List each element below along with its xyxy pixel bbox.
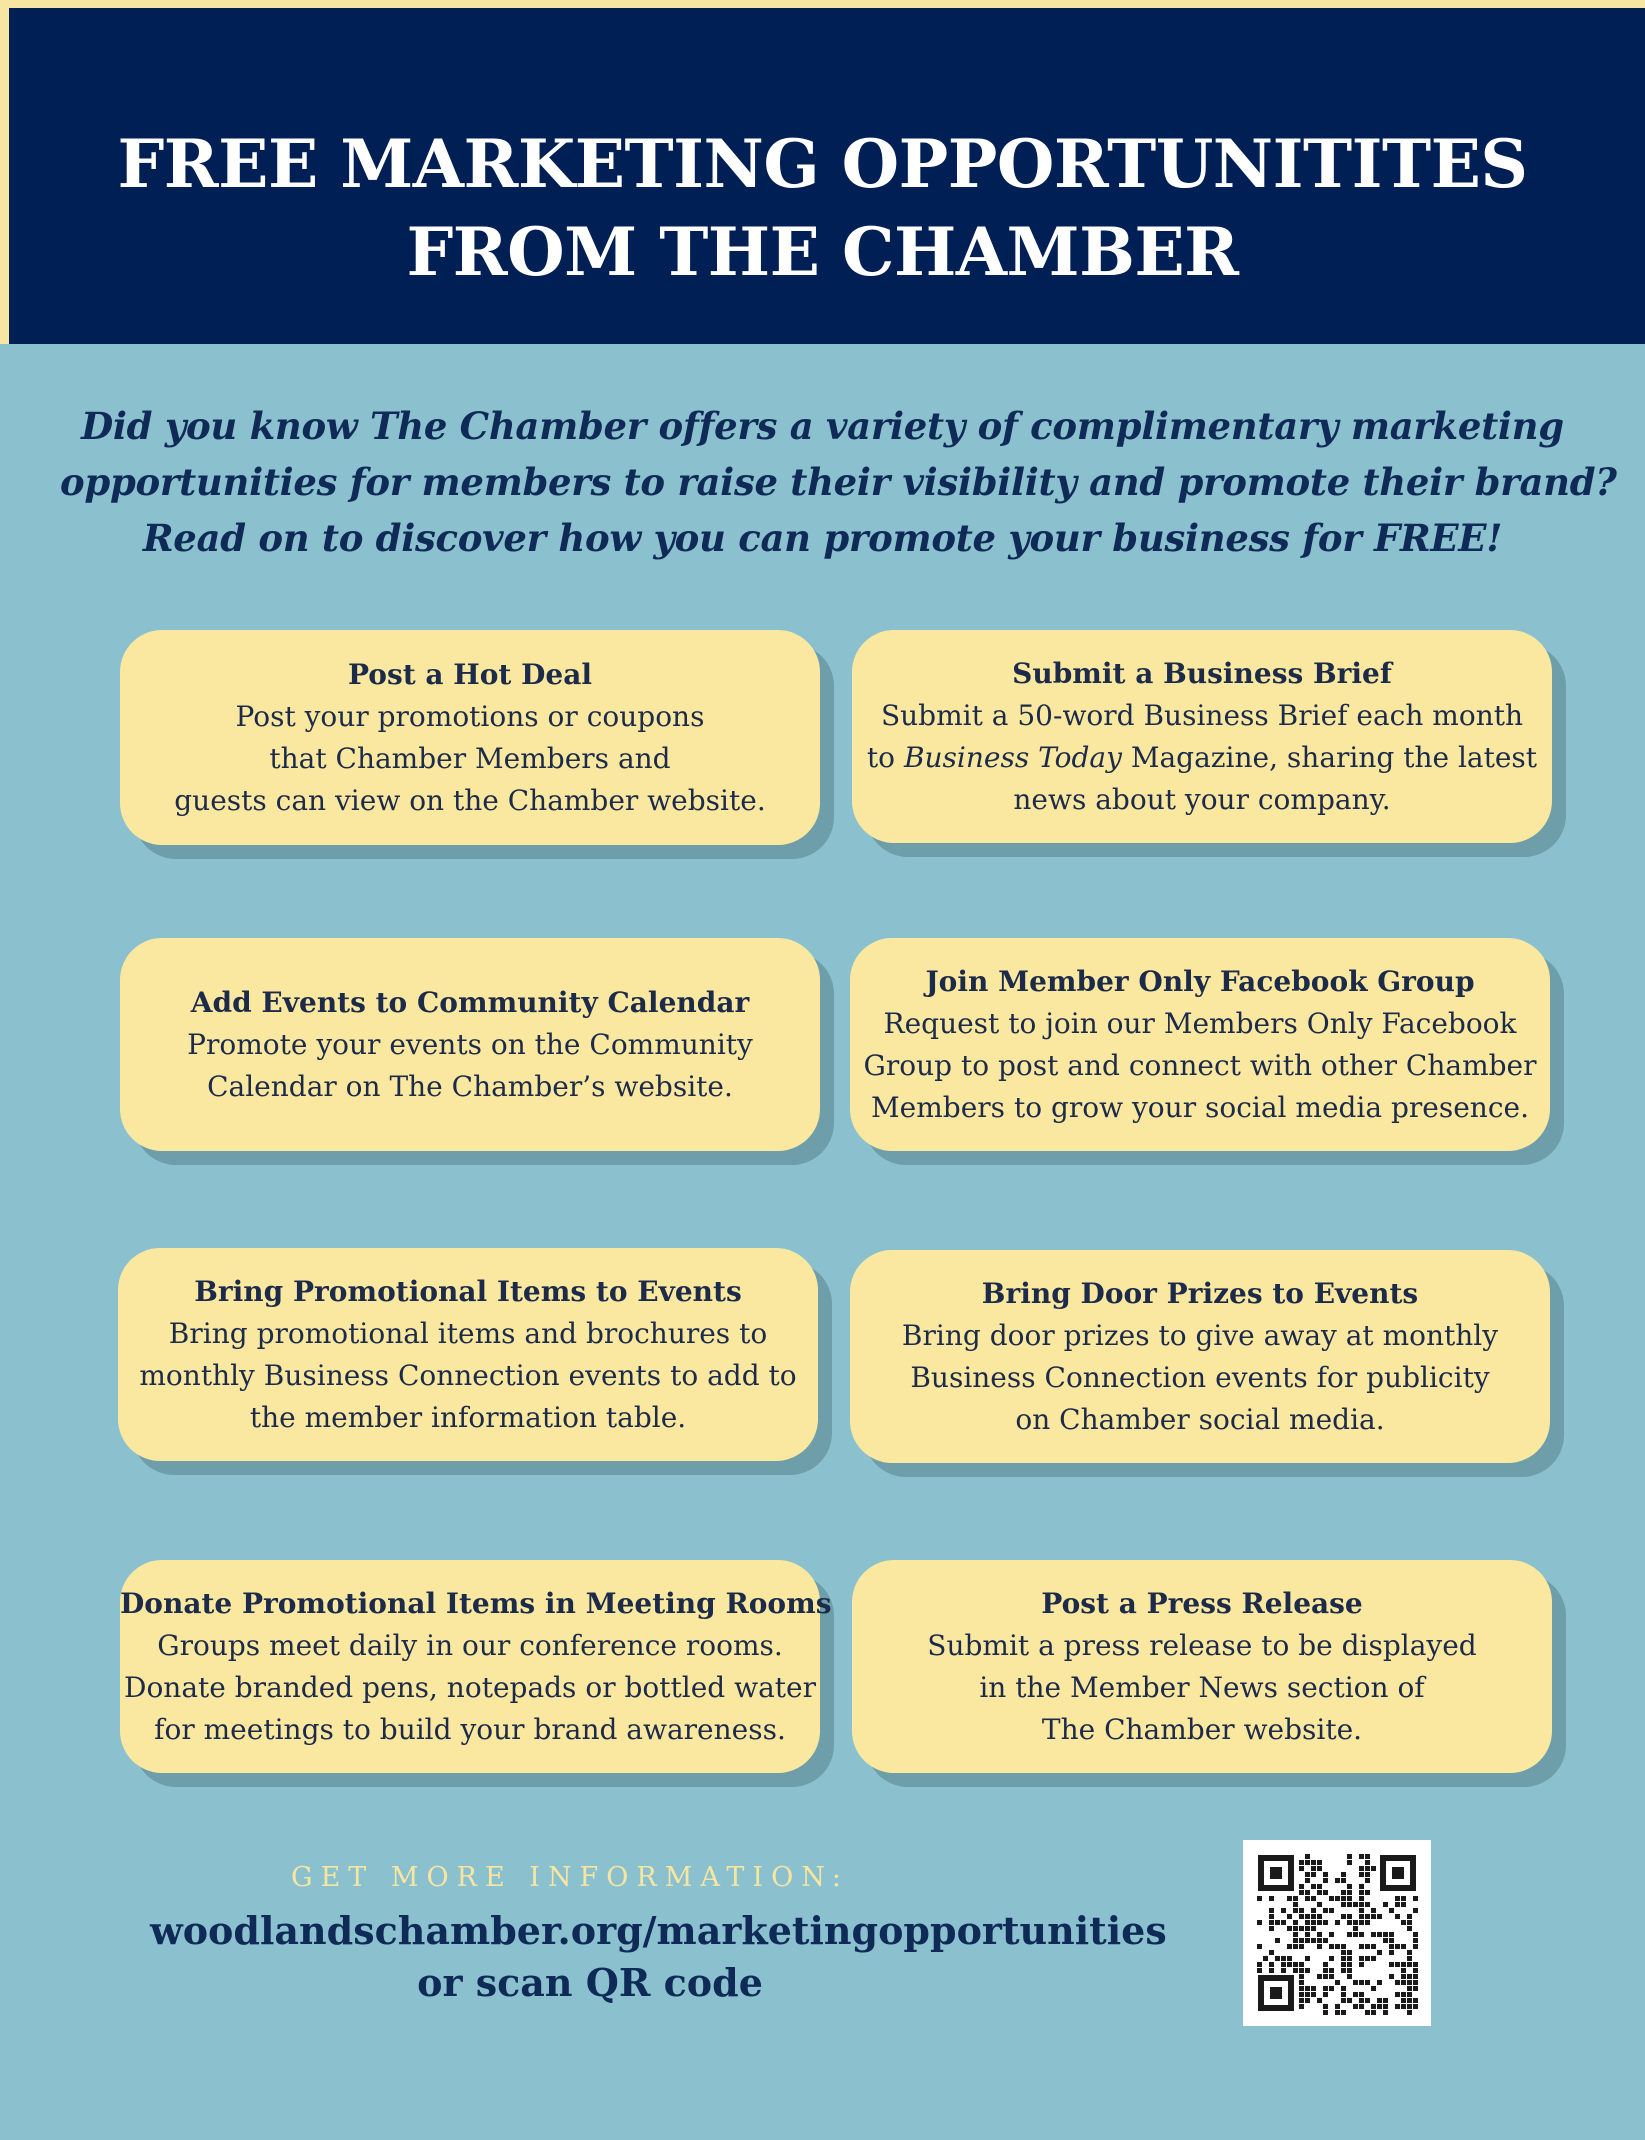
card-text-span: Magazine, sharing the latest: [1121, 740, 1538, 774]
more-info-label: GET MORE INFORMATION:: [291, 1862, 849, 1893]
card-text: [120, 1625, 820, 1751]
card-submit-business-brief: [852, 630, 1552, 843]
card-text: [118, 1313, 818, 1439]
card-press-release: [852, 1560, 1552, 1773]
card-text-line: in the Member News section of: [979, 1670, 1425, 1704]
intro-line-3: Read on to discover how you can promote your business for FREE!: [142, 516, 1503, 560]
card-text-line: Members to grow your social media presence.: [871, 1090, 1529, 1124]
title-line-1: FREE MARKETING OPPORTUNITITES: [117, 125, 1528, 203]
scan-qr-text: or scan QR code: [417, 1960, 763, 2005]
card-text-line: Groups meet daily in our conference rooms.: [157, 1628, 783, 1662]
card-text-line: Donate branded pens, notepads or bottled water: [124, 1670, 816, 1704]
footer-url-block: [150, 1905, 1167, 2009]
intro-line-1: Did you know The Chamber offers a variety of complimentary marketing: [81, 404, 1564, 448]
marketing-url-link[interactable]: woodlandschamber.org/marketingopportunities: [150, 1908, 1167, 1953]
card-text-line: that Chamber Members and: [269, 741, 671, 775]
card-text: [852, 695, 1552, 821]
card-title: Post a Hot Deal: [347, 657, 592, 691]
qr-code-icon[interactable]: [1243, 1840, 1431, 2026]
card-text-line: The Chamber website.: [1041, 1712, 1363, 1746]
card-text-line: Bring promotional items and brochures to: [168, 1316, 768, 1350]
magazine-name: Business Today: [903, 740, 1122, 774]
card-title: Post a Press Release: [1041, 1586, 1363, 1620]
card-text-span: to: [866, 740, 904, 774]
card-text-line: Request to join our Members Only Facebook: [883, 1006, 1517, 1040]
card-text-line: Bring door prizes to give away at monthly: [901, 1318, 1499, 1352]
title-line-2: FROM THE CHAMBER: [406, 213, 1239, 291]
card-text-line: Submit a 50-word Business Brief each month: [880, 698, 1524, 732]
card-facebook-group: [850, 938, 1550, 1151]
card-title: Join Member Only Facebook Group: [925, 964, 1475, 998]
card-post-hot-deal: [120, 630, 820, 845]
card-text-line: Group to post and connect with other Chamber: [863, 1048, 1537, 1082]
card-add-events-calendar: [120, 938, 820, 1151]
card-title: Bring Promotional Items to Events: [194, 1274, 742, 1308]
card-text-line: Promote your events on the Community: [187, 1027, 753, 1061]
top-accent-line: [0, 0, 1645, 8]
intro-line-2: opportunities for members to raise their visibility and promote their brand?: [60, 460, 1617, 504]
card-text-line: monthly Business Connection events to add to: [139, 1358, 797, 1392]
page-title: [0, 120, 1645, 296]
card-text: [852, 1625, 1552, 1751]
card-text-line: news about your company.: [1013, 782, 1391, 816]
card-text-line: on Chamber social media.: [1015, 1402, 1385, 1436]
card-promotional-items-events: [118, 1248, 818, 1461]
card-text-line: Post your promotions or coupons: [235, 699, 705, 733]
card-door-prizes: [850, 1250, 1550, 1463]
qr-code-graphic: [1243, 1840, 1431, 2026]
card-text-line: the member information table.: [249, 1400, 687, 1434]
card-text-line: Submit a press release to be displayed: [927, 1628, 1477, 1662]
card-title: Submit a Business Brief: [1012, 656, 1392, 690]
card-text-line: guests can view on the Chamber website.: [174, 783, 766, 817]
card-text-line: Business Connection events for publicity: [910, 1360, 1490, 1394]
card-text: [850, 1315, 1550, 1441]
card-donate-promotional-items: [120, 1560, 832, 1773]
card-text-line: Calendar on The Chamber’s website.: [207, 1069, 733, 1103]
card-title: Add Events to Community Calendar: [190, 985, 750, 1019]
intro-text: [60, 398, 1617, 566]
card-text-line: for meetings to build your brand awareness.: [154, 1712, 786, 1746]
card-text: [850, 1003, 1550, 1129]
card-text: [120, 1024, 820, 1108]
card-title: Bring Door Prizes to Events: [981, 1276, 1419, 1310]
card-text-line: [852, 737, 1552, 779]
card-title: Donate Promotional Items in Meeting Rooms: [120, 1586, 832, 1620]
card-text: [120, 696, 820, 822]
